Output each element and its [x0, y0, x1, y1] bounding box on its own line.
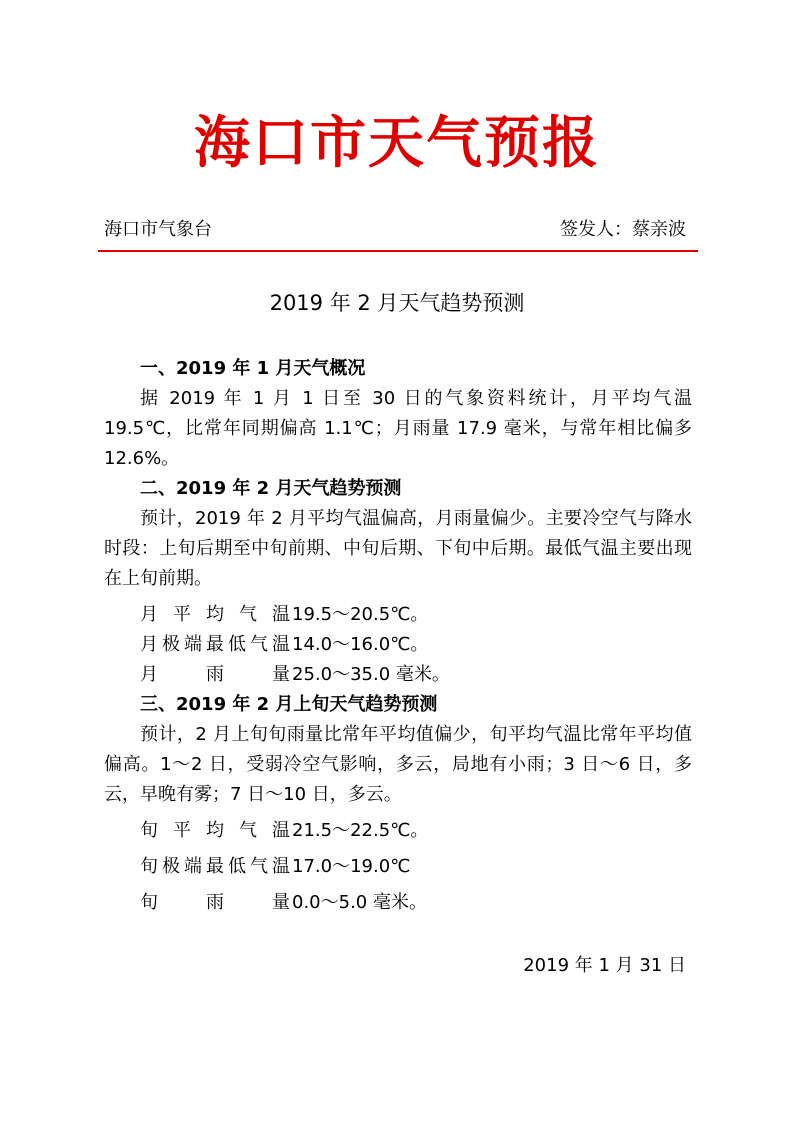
forecast-item [104, 888, 692, 918]
section-heading: 三、2019 年 2 月上旬天气趋势预测 [140, 694, 438, 715]
forecast-item-value: 21.5～22.5℃。 [292, 820, 429, 841]
section-heading: 一、2019 年 1 月天气概况 [140, 358, 366, 379]
issuing-organization: 海口市气象台 [104, 219, 212, 240]
forecast-item-label: 月平均气温 [140, 604, 290, 625]
forecast-item [104, 630, 692, 660]
masthead-title: 海口市天气预报 [194, 111, 600, 176]
forecast-item-label: 月雨量 [140, 664, 290, 685]
forecast-item-value: 14.0～16.0℃。 [292, 634, 429, 655]
forecast-item-label: 月极端最低气温 [140, 634, 290, 655]
forecast-item [104, 816, 692, 846]
document-title: 2019 年 2 月天气趋势预测 [269, 291, 525, 315]
forecast-item-label: 旬极端最低气温 [140, 856, 290, 877]
section-paragraph: 据 2019 年 1 月 1 日至 30 日的气象资料统计，月平均气温 19.5℃，比常年同期偏高 1.1℃；月雨量 17.9 毫米，与常年相比偏多 12.6%。 [104, 388, 692, 469]
section-heading: 二、2019 年 2 月天气趋势预测 [140, 478, 402, 499]
forecast-item-label: 旬平均气温 [140, 820, 290, 841]
forecast-item-value: 19.5～20.5℃。 [292, 604, 429, 625]
forecast-item [104, 660, 692, 690]
forecast-item [104, 852, 692, 882]
signer: 签发人：蔡亲波 [560, 219, 686, 240]
section-paragraph: 预计，2019 年 2 月平均气温偏高，月雨量偏少。主要冷空气与降水时段：上旬后期至中旬前期、中旬后期、下旬中后期。最低气温主要出现在上旬前期。 [104, 508, 692, 589]
document-body [104, 354, 692, 918]
forecast-item-value: 0.0～5.0 毫米。 [292, 892, 427, 913]
forecast-item [104, 600, 692, 630]
forecast-item-value: 25.0～35.0 毫米。 [292, 664, 450, 685]
issue-date: 2019 年 1 月 31 日 [523, 955, 686, 976]
red-divider [98, 250, 698, 252]
forecast-item-label: 旬雨量 [140, 892, 290, 913]
forecast-item-value: 17.0～19.0℃ [292, 856, 411, 877]
section-paragraph: 预计，2 月上旬旬雨量比常年平均值偏少，旬平均气温比常年平均值偏高。1～2 日，受弱冷空气影响，多云，局地有小雨；3 日～6 日，多云，早晚有雾；7 日～10 日，多云。 [104, 724, 692, 805]
